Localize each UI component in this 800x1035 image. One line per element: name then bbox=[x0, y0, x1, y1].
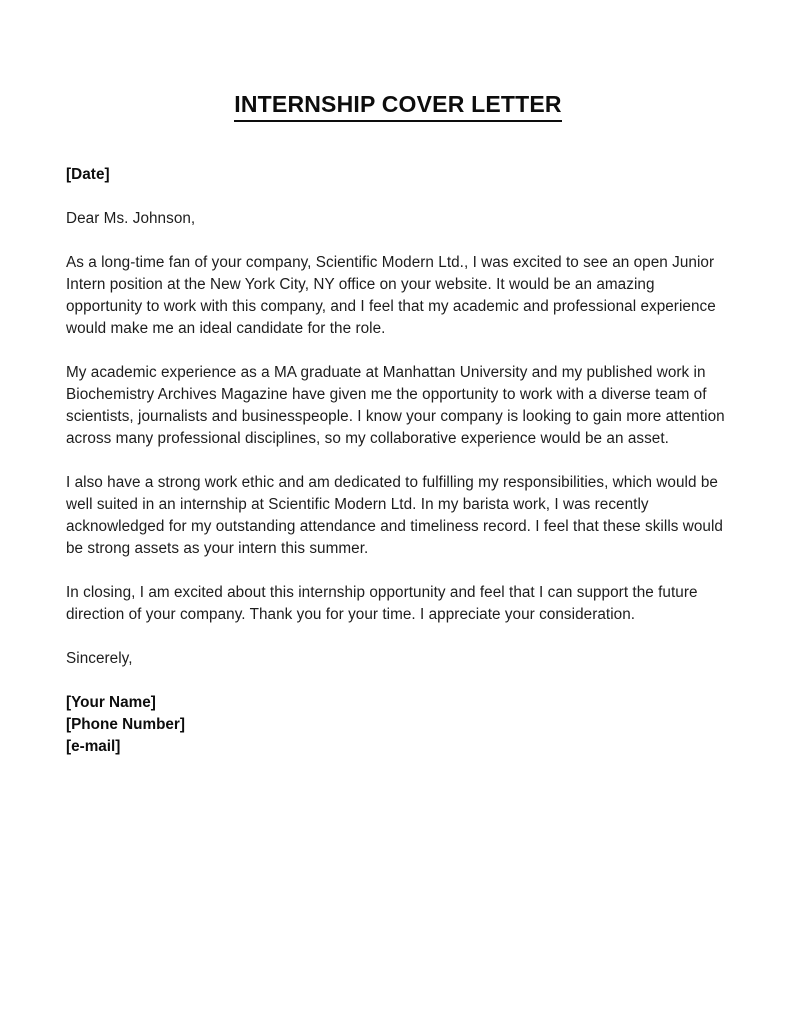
spacer-after-closing bbox=[66, 670, 730, 692]
body-paragraph-4: In closing, I am excited about this internship opportunity and feel that I can support the future direction of your company. Thank you for your time. I appreciate your consideration. bbox=[66, 584, 698, 623]
page-title bbox=[66, 90, 730, 122]
body-paragraph-1: As a long-time fan of your company, Scientific Modern Ltd., I was excited to see an open Junior Intern position at the New York City, NY office on your website. It would be an amazing opportunity to work with this company, and I feel that my academic and professional experience would make me an ideal candidate for the role. bbox=[66, 254, 716, 337]
signature-email-placeholder: [e-mail] bbox=[66, 738, 121, 755]
signature-phone-placeholder: [Phone Number] bbox=[66, 716, 185, 733]
date-placeholder: [Date] bbox=[66, 166, 110, 183]
spacer-after-paragraph-3 bbox=[66, 560, 730, 582]
spacer-after-paragraph-1 bbox=[66, 340, 730, 362]
spacer-after-title bbox=[66, 122, 730, 164]
spacer-after-date bbox=[66, 186, 730, 208]
page-title-text: INTERNSHIP COVER LETTER bbox=[234, 90, 562, 122]
salutation: Dear Ms. Johnson, bbox=[66, 210, 196, 227]
body-paragraph-3: I also have a strong work ethic and am dedicated to fulfilling my responsibilities, which would be well suited in an internship at Scientific Modern Ltd. In my barista work, I was recently acknowledged for my outstanding attendance and timeliness record. I feel that these skills would be strong assets as your intern this summer. bbox=[66, 474, 723, 557]
spacer-after-salutation bbox=[66, 230, 730, 252]
closing-salutation: Sincerely, bbox=[66, 650, 133, 667]
body-paragraph-2: My academic experience as a MA graduate at Manhattan University and my published work in Biochemistry Archives Magazine have given me the opportunity to work with a diverse team of scientists, journalists and businesspeople. I know your company is looking to gain more attention across many professional disciplines, so my collaborative experience would be an asset. bbox=[66, 364, 725, 447]
signature-block bbox=[66, 692, 730, 758]
spacer-after-paragraph-4 bbox=[66, 626, 730, 648]
letter-body bbox=[66, 90, 730, 758]
signature-name-placeholder: [Your Name] bbox=[66, 694, 156, 711]
spacer-after-paragraph-2 bbox=[66, 450, 730, 472]
